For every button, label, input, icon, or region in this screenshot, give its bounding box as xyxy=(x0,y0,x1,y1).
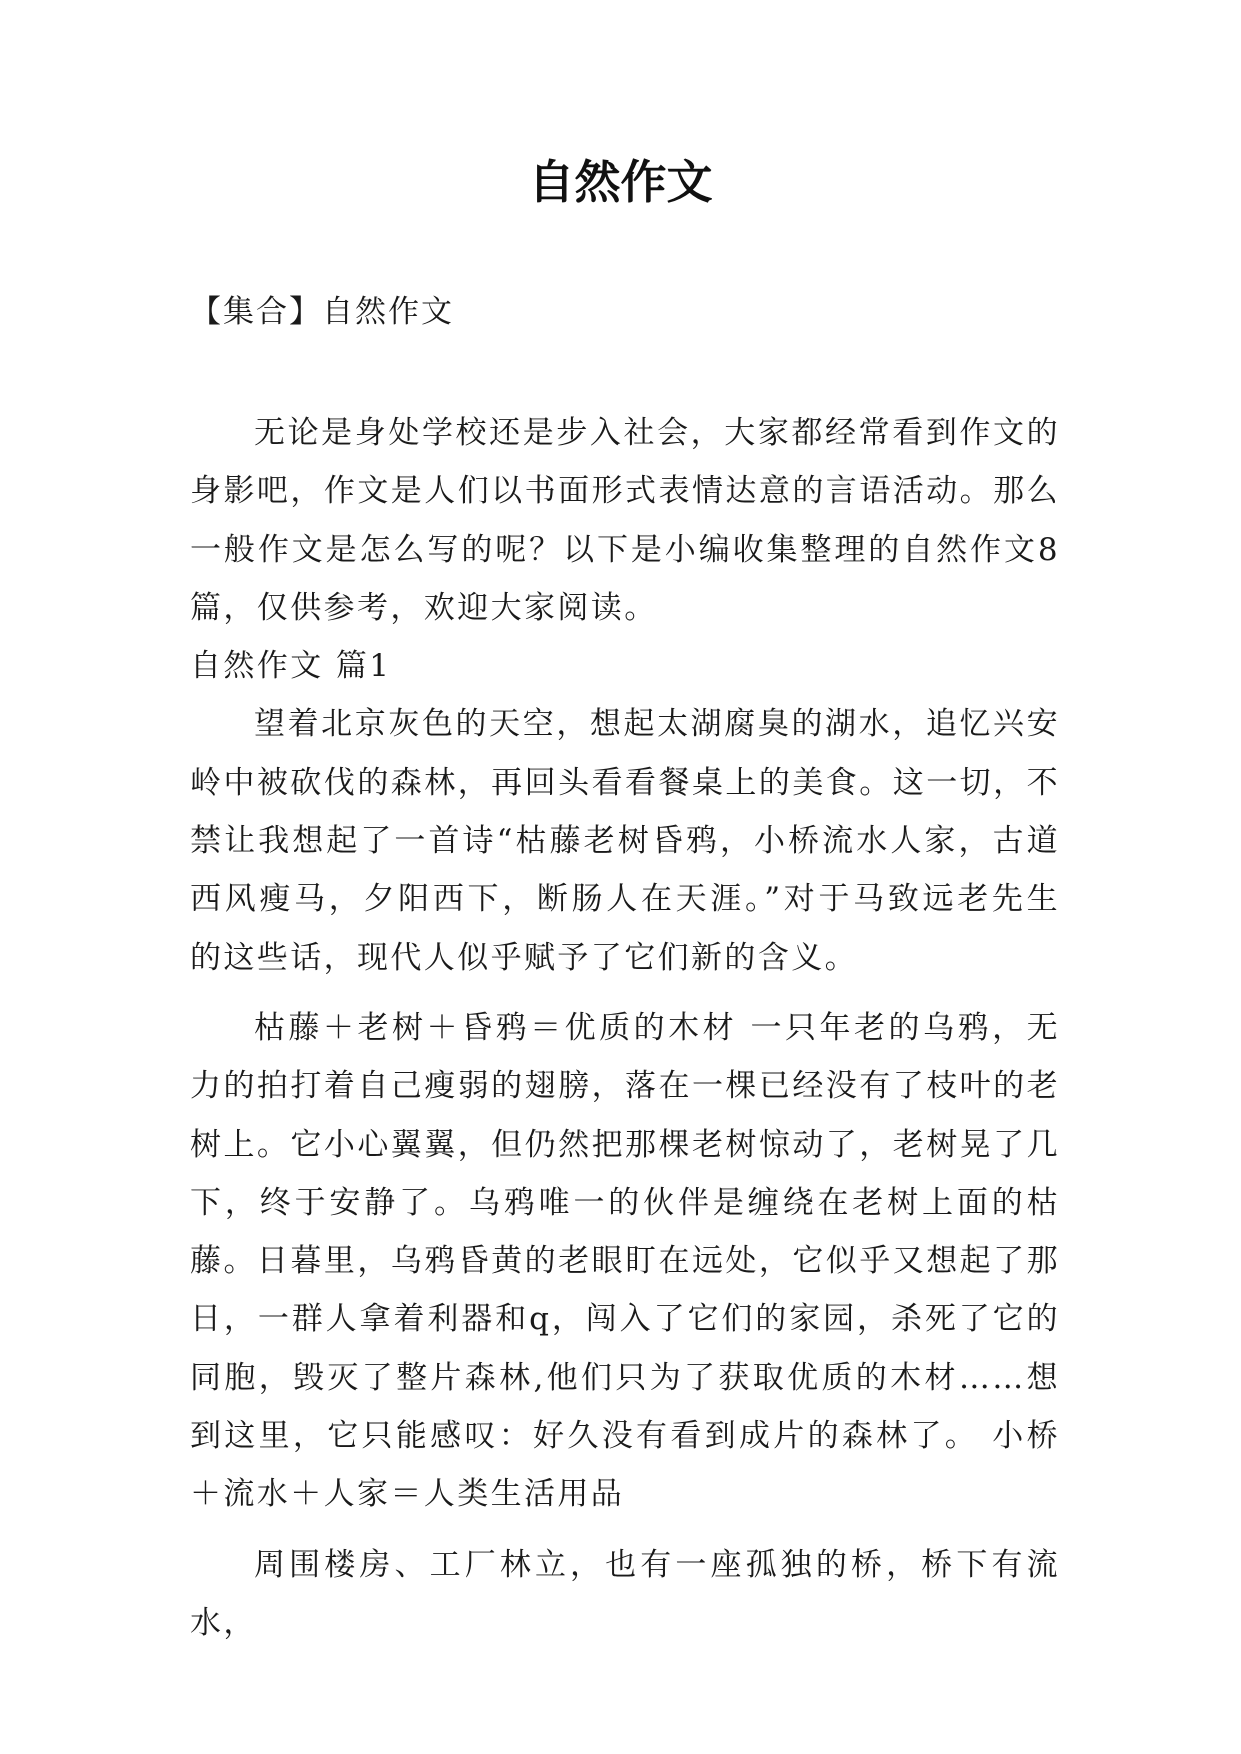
body-paragraph: 望着北京灰色的天空，想起太湖腐臭的湖水，追忆兴安岭中被砍伐的森林，再回头看看餐桌上的美食。这一切，不禁让我想起了一首诗“枯藤老树昏鸦，小桥流水人家，古道西风瘦马，夕阳西下，断肠人在天涯。”对于马致远老先生的这些话，现代人似乎赋予了它们新的含义。 xyxy=(190,706,1060,976)
body-paragraph: 枯藤＋老树＋昏鸦＝优质的木材 一只年老的乌鸦，无力的拍打着自己瘦弱的翅膀，落在一棵已经没有了枝叶的老树上。它小心翼翼，但仍然把那棵老树惊动了，老树晃了几下，终于安静了。乌鸦唯一的伙伴是缠绕在老树上面的枯藤。日暮里，乌鸦昏黄的老眼盯在远处，它似乎又想起了那日，一群人拿着利器和q，闯入了它们的家园，杀死了它的同胞，毁灭了整片森林,他们只为了获取优质的木材……想到这里，它只能感叹：好久没有看到成片的森林了。 小桥＋流水＋人家＝人类生活用品 xyxy=(190,1009,1060,1513)
document-subtitle: 【集合】自然作文 xyxy=(190,294,454,330)
intro-paragraph: 无论是身处学校还是步入社会，大家都经常看到作文的身影吧，作文是人们以书面形式表情达意的言语活动。那么一般作文是怎么写的呢？以下是小编收集整理的自然作文8篇，仅供参考，欢迎大家阅读。 xyxy=(190,415,1060,626)
section-heading: 自然作文 篇1 xyxy=(190,648,392,685)
document-title: 自然作文 xyxy=(528,155,713,209)
body-paragraph: 周围楼房、工厂林立，也有一座孤独的桥，桥下有流水， xyxy=(190,1546,1060,1641)
document-body xyxy=(190,404,1060,1652)
